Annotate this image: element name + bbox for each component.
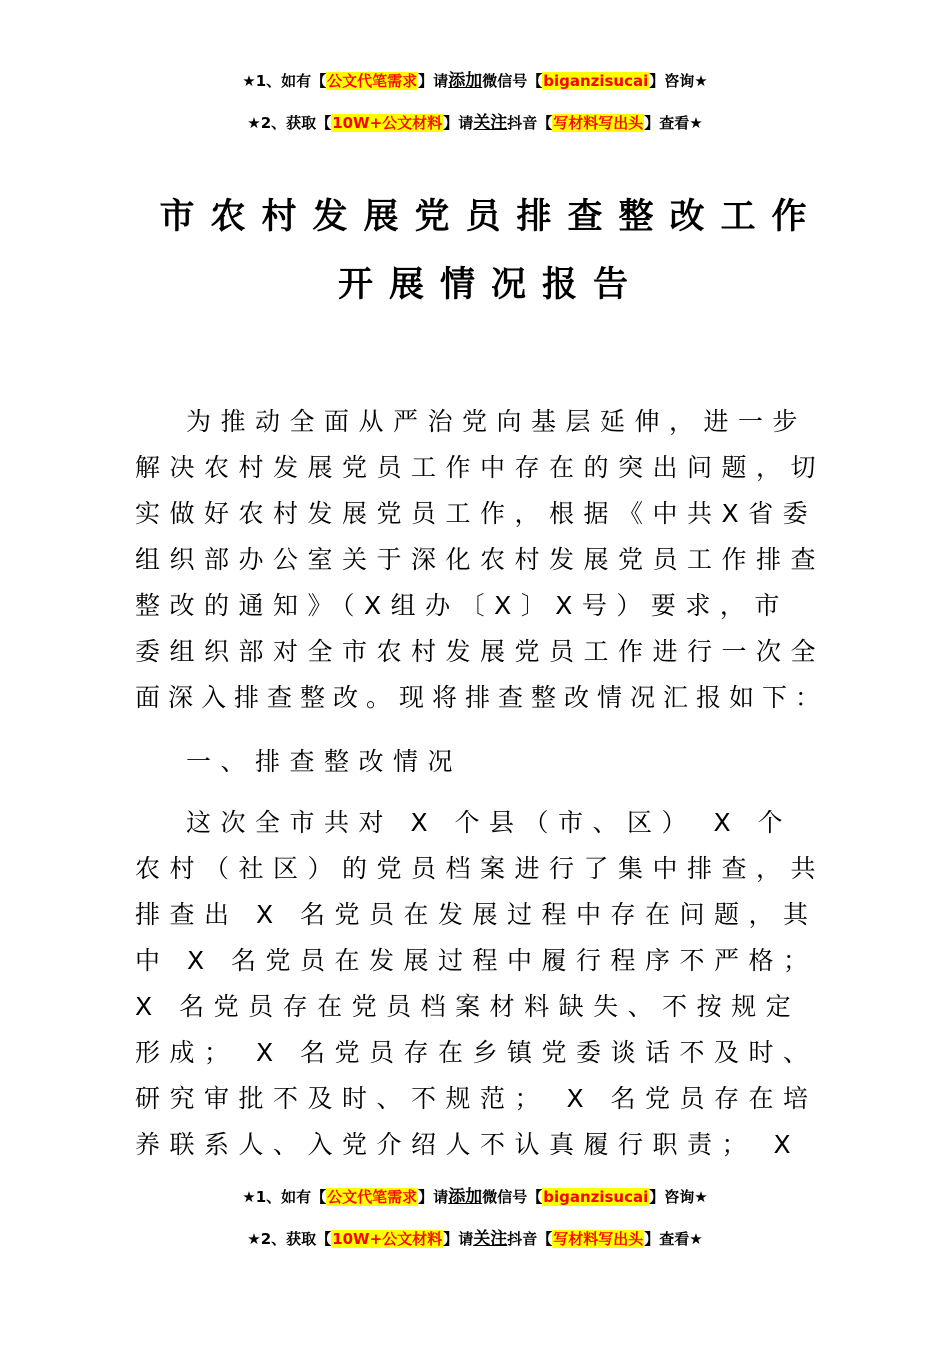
banner-emphasis: 添加: [448, 71, 483, 91]
banner-text: ★1、如有【: [242, 1188, 327, 1206]
banner-emphasis: 关注: [473, 113, 508, 133]
body-line: 实做好农村发展党员工作，根据《中共X省委: [135, 499, 818, 528]
body-line: 排查出 X 名党员在发展过程中存在问题，其: [135, 900, 818, 929]
body-line: 研究审批不及时、不规范； X 名党员存在培: [135, 1084, 818, 1113]
banner-text: 】咨询★: [649, 72, 708, 90]
banner-text: 抖音【: [507, 1230, 553, 1248]
banner-text: 】查看★: [644, 114, 703, 132]
banner-wechat-id: biganzisucai: [543, 1188, 649, 1206]
banner-text: 】咨询★: [649, 1188, 708, 1206]
body-line: 为推动全面从严治党向基层延伸，进一步: [186, 407, 808, 436]
top-banner-line-2: [0, 112, 950, 134]
body-line: 养联系人、入党介绍人不认真履行职责； X: [135, 1130, 801, 1159]
banner-text: 】请: [418, 72, 449, 90]
bottom-banner-line-1: [0, 1186, 950, 1208]
body-line: 整改的通知》（X组办〔X〕X号）要求，市: [135, 591, 789, 620]
banner-highlight: 公文代笔需求: [327, 72, 418, 90]
banner-emphasis: 关注: [473, 1229, 508, 1249]
body-line: 形成； X 名党员存在乡镇党委谈话不及时、: [135, 1038, 818, 1067]
section-heading: 一、排查整改情况: [186, 747, 463, 776]
banner-highlight: 公文代笔需求: [327, 1188, 418, 1206]
banner-emphasis: 添加: [448, 1187, 483, 1207]
top-banner-line-1: [0, 70, 950, 92]
page-title-line-2: 开展情况报告: [337, 265, 644, 305]
banner-wechat-id: biganzisucai: [543, 72, 649, 90]
banner-text: 抖音【: [507, 114, 553, 132]
banner-text: 微信号【: [482, 72, 543, 90]
bottom-banner-line-2: [0, 1228, 950, 1250]
banner-highlight: 10W+公文材料: [332, 1230, 443, 1248]
banner-highlight: 写材料写出头: [553, 1230, 644, 1248]
banner-text: ★1、如有【: [242, 72, 327, 90]
page-title-line-1: 市农村发展党员排查整改工作: [159, 197, 823, 237]
banner-highlight: 写材料写出头: [553, 114, 644, 132]
banner-text: 】查看★: [644, 1230, 703, 1248]
banner-text: 微信号【: [482, 1188, 543, 1206]
body-line: X 名党员存在党员档案材料缺失、不按规定: [135, 992, 801, 1021]
banner-highlight: 10W+公文材料: [332, 114, 443, 132]
banner-text: ★2、获取【: [247, 114, 332, 132]
body-line: 委组织部对全市农村发展党员工作进行一次全: [135, 637, 826, 666]
banner-text: ★2、获取【: [247, 1230, 332, 1248]
body-line: 农村（社区）的党员档案进行了集中排查，共: [135, 854, 826, 883]
body-line: 中 X 名党员在发展过程中履行程序不严格；: [135, 946, 818, 975]
body-line: 解决农村发展党员工作中存在的突出问题，切: [135, 453, 826, 482]
body-line: 面深入排查整改。现将排查整改情况汇报如下：: [135, 683, 829, 712]
body-line: 这次全市共对 X 个县（市、区） X 个: [186, 808, 793, 837]
banner-text: 】请: [443, 1230, 474, 1248]
banner-text: 】请: [418, 1188, 449, 1206]
body-line: 组织部办公室关于深化农村发展党员工作排查: [135, 545, 826, 574]
banner-text: 】请: [443, 114, 474, 132]
